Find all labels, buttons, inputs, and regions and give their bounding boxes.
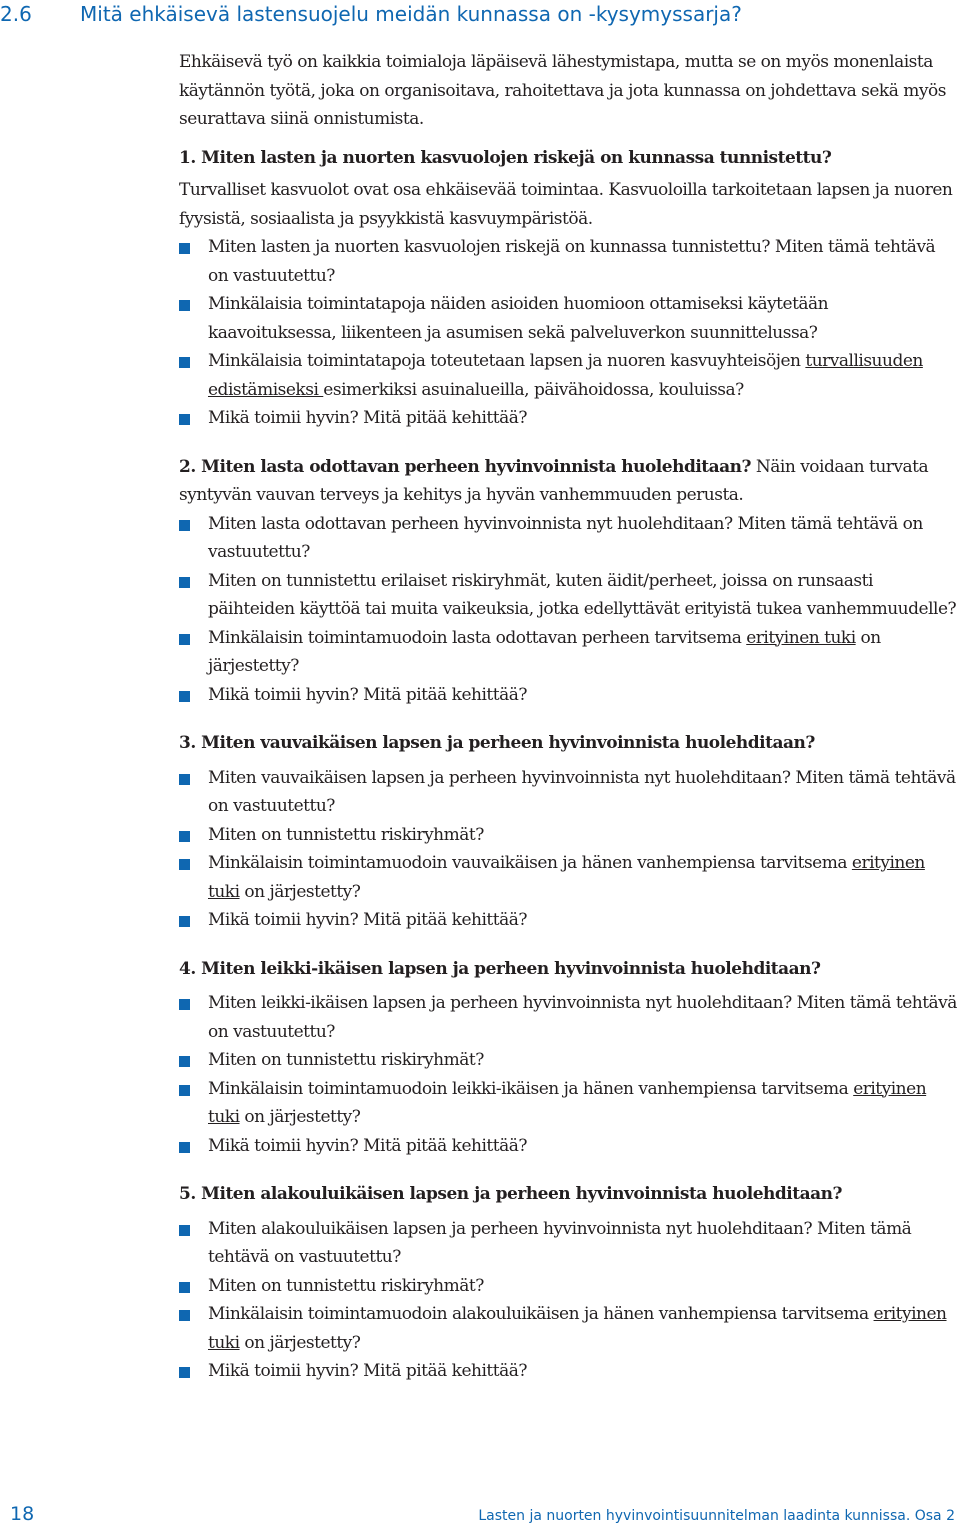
square-bullet-icon (179, 1085, 190, 1096)
list-item (179, 290, 957, 347)
question-list (179, 1215, 957, 1386)
list-item (179, 233, 957, 290)
question-title: 5. Miten alakouluikäisen lapsen ja perheen hyvinvoinnista huolehditaan? (179, 1184, 842, 1204)
square-bullet-icon (179, 577, 190, 588)
question-list (179, 764, 957, 935)
publication-title: Lasten ja nuorten hyvinvointisuunnitelman laadinta kunnissa. Osa 2 (478, 1508, 955, 1524)
underlined-term: erityinen tuki (208, 1078, 927, 1127)
square-bullet-icon (179, 1225, 190, 1236)
question-section-4 (179, 955, 957, 1161)
square-bullet-icon (179, 916, 190, 927)
list-item (179, 347, 957, 404)
square-bullet-icon (179, 1310, 190, 1321)
list-item-text: Miten on tunnistettu riskiryhmät? (208, 1050, 484, 1070)
list-item (179, 1300, 957, 1357)
square-bullet-icon (179, 1367, 190, 1378)
list-item (179, 849, 957, 906)
list-item-text-start: Minkälaisin toimintamuodoin vauvaikäisen ja hänen vanhempiensa tarvitsema (208, 853, 852, 873)
list-item-text: Minkälaisia toimintatapoja näiden asioiden huomioon ottamiseksi käytetään kaavoituksessa, liikenteen ja asumisen sekä palveluverkon suunnittelussa? (208, 294, 829, 343)
list-item-text-end: on järjestetty? (239, 1332, 361, 1353)
list-item-text-start: Minkälaisin toimintamuodoin alakouluikäisen ja hänen vanhempiensa tarvitsema (208, 1304, 874, 1324)
list-item-text: Miten leikki-ikäisen lapsen ja perheen hyvinvoinnista nyt huolehditaan? Miten tämä tehtävä on vastuutettu? (208, 993, 957, 1042)
list-item-text: Miten on tunnistettu riskiryhmät? (208, 1275, 484, 1296)
list-item (179, 1046, 957, 1075)
question-section-1 (179, 144, 957, 433)
list-item (179, 1272, 957, 1301)
list-item-text: Mikä toimii hyvin? Mitä pitää kehittää? (208, 1361, 527, 1381)
question-paragraph (179, 453, 957, 510)
list-item-text-end: on järjestetty? (239, 1107, 361, 1127)
square-bullet-icon (179, 859, 190, 870)
underlined-term: erityinen tuki (208, 853, 925, 902)
list-item-text: Miten lasten ja nuorten kasvuolojen riskejä on kunnassa tunnistettu? Miten tämä tehtävä on vastuutettu? (208, 237, 936, 286)
list-item (179, 821, 957, 850)
list-item-text: Miten on tunnistettu riskiryhmät? (208, 824, 484, 845)
square-bullet-icon (179, 999, 190, 1010)
square-bullet-icon (179, 520, 190, 531)
list-item (179, 1357, 957, 1386)
list-item-text: Miten vauvaikäisen lapsen ja perheen hyvinvoinnista nyt huolehditaan? Miten tämä tehtävä on vastuutettu? (208, 767, 956, 816)
square-bullet-icon (179, 831, 190, 842)
question-description: Näin voidaan turvata syntyvän vauvan terveys ja kehitys ja hyvän vanhemmuuden perusta. (179, 456, 929, 505)
question-section-5 (179, 1180, 957, 1386)
list-item (179, 1215, 957, 1272)
square-bullet-icon (179, 300, 190, 311)
list-item-text: Mikä toimii hyvin? Mitä pitää kehittää? (208, 1135, 527, 1156)
list-item (179, 404, 957, 433)
list-item-text-end: esimerkiksi asuinalueilla, päivähoidossa, kouluissa? (323, 379, 744, 400)
question-description: Turvalliset kasvuolot ovat osa ehkäisevää toimintaa. Kasvuoloilla tarkoitetaan lapsen ja nuoren fyysistä, sosiaalista ja psyykkistä kasvuympäristöä. (179, 180, 953, 229)
underlined-term: erityinen tuki (208, 1304, 947, 1353)
question-section-2 (179, 453, 957, 710)
list-item-text: Miten alakouluikäisen lapsen ja perheen hyvinvoinnista nyt huolehditaan? Miten tämä tehtävä on vastuutettu? (208, 1218, 912, 1267)
list-item-text-start: Minkälaisin toimintamuodoin leikki-ikäisen ja hänen vanhempiensa tarvitsema (208, 1078, 854, 1099)
question-list (179, 510, 957, 710)
list-item (179, 989, 957, 1046)
question-section-3 (179, 729, 957, 935)
square-bullet-icon (179, 634, 190, 645)
intro-paragraph: Ehkäisevä työ on kaikkia toimialoja läpäisevä lähestymistapa, mutta se on myös monenlaista käytännön työtä, joka on organisoitava, rahoitettava ja jota kunnassa on johdettava sekä myös seurattava siinä onnistumista. (179, 52, 946, 129)
list-item (179, 681, 957, 710)
question-title: 4. Miten leikki-ikäisen lapsen ja perheen hyvinvoinnista huolehditaan? (179, 958, 821, 979)
section-heading (0, 0, 960, 28)
square-bullet-icon (179, 243, 190, 254)
list-item-text-end: on järjestetty? (208, 627, 881, 676)
list-item-text-end: on järjestetty? (239, 881, 361, 902)
document-body (179, 48, 957, 1386)
list-item-text: Mikä toimii hyvin? Mitä pitää kehittää? (208, 910, 527, 930)
square-bullet-icon (179, 414, 190, 425)
list-item (179, 1075, 957, 1132)
underlined-term: erityinen tuki (746, 627, 856, 648)
page-footer (0, 1500, 960, 1529)
square-bullet-icon (179, 1282, 190, 1293)
square-bullet-icon (179, 357, 190, 368)
list-item-text-start: Minkälaisia toimintatapoja toteutetaan lapsen ja nuoren kasvuyhteisöjen (208, 351, 806, 371)
page-number: 18 (10, 1503, 35, 1525)
list-item (179, 764, 957, 821)
list-item (179, 510, 957, 567)
question-list (179, 989, 957, 1160)
list-item-text-start: Minkälaisin toimintamuodoin lasta odottavan perheen tarvitsema (208, 627, 747, 648)
list-item (179, 1132, 957, 1161)
question-title: 2. Miten lasta odottavan perheen hyvinvoinnista huolehditaan? (179, 456, 751, 477)
square-bullet-icon (179, 1056, 190, 1067)
square-bullet-icon (179, 1142, 190, 1153)
question-title: 1. Miten lasten ja nuorten kasvuolojen riskejä on kunnassa tunnistettu? (179, 147, 832, 168)
square-bullet-icon (179, 691, 190, 702)
list-item-text: Miten on tunnistettu erilaiset riskiryhmät, kuten äidit/perheet, joissa on runsaasti päihteiden käyttöä tai muita vaikeuksia, jotka edellyttävät erityistä tukea vanhemmuudelle? (208, 570, 957, 619)
list-item-text: Mikä toimii hyvin? Mitä pitää kehittää? (208, 684, 527, 705)
list-item-text: Miten lasta odottavan perheen hyvinvoinnista nyt huolehditaan? Miten tämä tehtävä on vastuutettu? (208, 513, 923, 562)
section-title: Mitä ehkäisevä lastensuojelu meidän kunnassa on -kysymyssarja? (80, 2, 742, 26)
list-item-text: Mikä toimii hyvin? Mitä pitää kehittää? (208, 408, 527, 428)
list-item (179, 906, 957, 935)
underlined-term: turvallisuuden edistämiseksi (208, 351, 923, 400)
list-item (179, 624, 957, 681)
question-list (179, 233, 957, 433)
question-title: 3. Miten vauvaikäisen lapsen ja perheen hyvinvoinnista huolehditaan? (179, 733, 815, 753)
list-item (179, 567, 957, 624)
square-bullet-icon (179, 774, 190, 785)
section-number: 2.6 (0, 2, 32, 26)
